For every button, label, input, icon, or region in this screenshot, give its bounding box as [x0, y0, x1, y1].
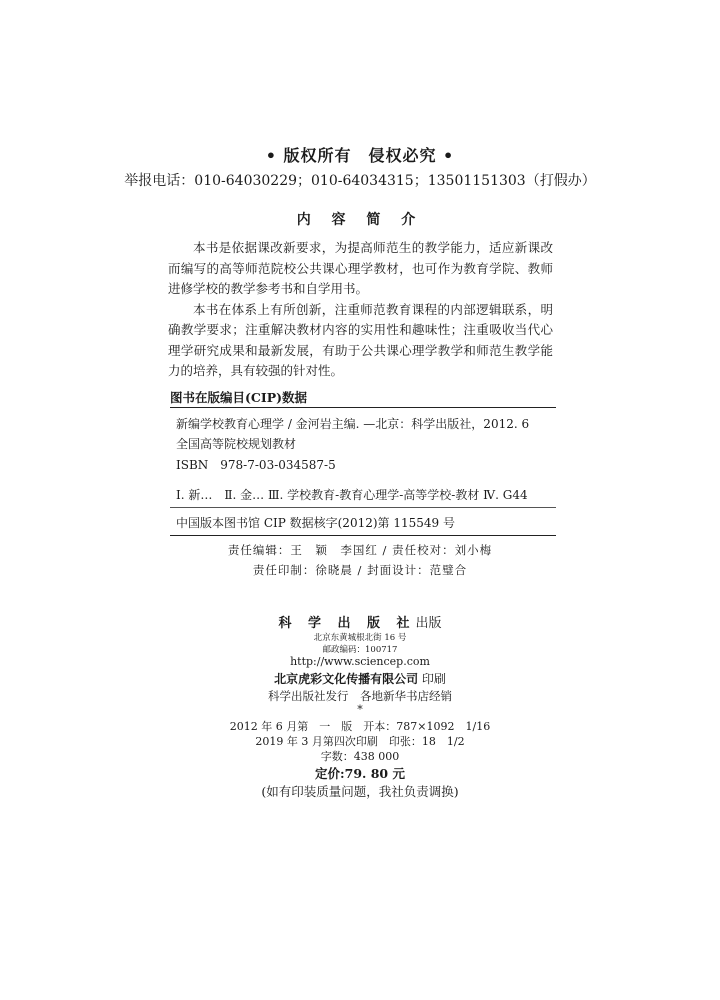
word-count: 字数：438 000 [320, 750, 400, 763]
separator-star: * [357, 703, 363, 716]
quality-notice: (如有印装质量问题，我社负责调换) [261, 784, 459, 799]
cip-isbn: ISBN 978-7-03-034587-5 [176, 458, 336, 472]
reprint-line: 2019 年 3 月第四次印刷 印张：18 1/2 [255, 735, 465, 748]
cip-data-box [170, 407, 556, 536]
intro-paragraph: 本书在体系上有所创新，注重师范教育课程的内部逻辑联系，明确教学要求；注重解决教材内容的实用性和趣味性；注重吸收当代心理学研究成果和最新发展，有助于公共课心理学教学和师范生教学能力的培养，具有较强的针对性。 [168, 301, 553, 378]
publisher-line [0, 612, 720, 631]
printer-line [0, 670, 720, 687]
publisher-address: 北京东黄城根北街 16 号 [313, 633, 407, 643]
editors-line: 责任编辑：王 颖 李国红 / 责任校对：刘小梅 [227, 543, 493, 557]
intro-body [168, 238, 553, 382]
printer-suffix: 印刷 [418, 672, 446, 686]
price: 定价:79. 80 元 [315, 766, 405, 781]
cip-title: 图书在版编目(CIP)数据 [170, 390, 308, 405]
cip-verification: 中国版本图书馆 CIP 数据核字(2012)第 115549 号 [176, 516, 455, 530]
cip-series: 全国高等院校规划教材 [176, 437, 297, 451]
copyright-notice: • 版权所有 侵权必究 • [265, 146, 455, 165]
publisher-url: http://www.sciencep.com [290, 655, 430, 668]
cip-classification: Ⅰ. 新… Ⅱ. 金… Ⅲ. 学校教育-教育心理学-高等学校-教材 Ⅳ. G44 [176, 488, 528, 502]
production-line: 责任印制：徐晓晨 / 封面设计：范璧合 [252, 563, 468, 577]
intro-title: 内 容 简 介 [296, 212, 424, 228]
report-hotline: 举报电话：010-64030229；010-64034315；13501151303（打假办） [124, 173, 596, 189]
cip-divider [170, 507, 556, 508]
publisher-postcode: 邮政编码：100717 [322, 645, 398, 655]
cip-book-entry: 新编学校教育心理学 / 金河岩主编. —北京：科学出版社，2012. 6 [176, 417, 530, 431]
publisher-name: 科 学 出 版 社 [278, 616, 416, 631]
publisher-suffix: 出版 [415, 616, 442, 631]
intro-paragraph: 本书是依据课改新要求，为提高师范生的教学能力，适应新课改而编写的高等师范院校公共课心理学教材，也可作为教育学院、教师进修学校的教学参考书和自学用书。 [168, 240, 553, 296]
distribution-line: 科学出版社发行 各地新华书店经销 [268, 689, 452, 703]
first-edition-line: 2012 年 6 月第 一 版 开本：787×1092 1/16 [229, 720, 491, 733]
printer-name: 北京虎彩文化传播有限公司 [274, 672, 419, 686]
